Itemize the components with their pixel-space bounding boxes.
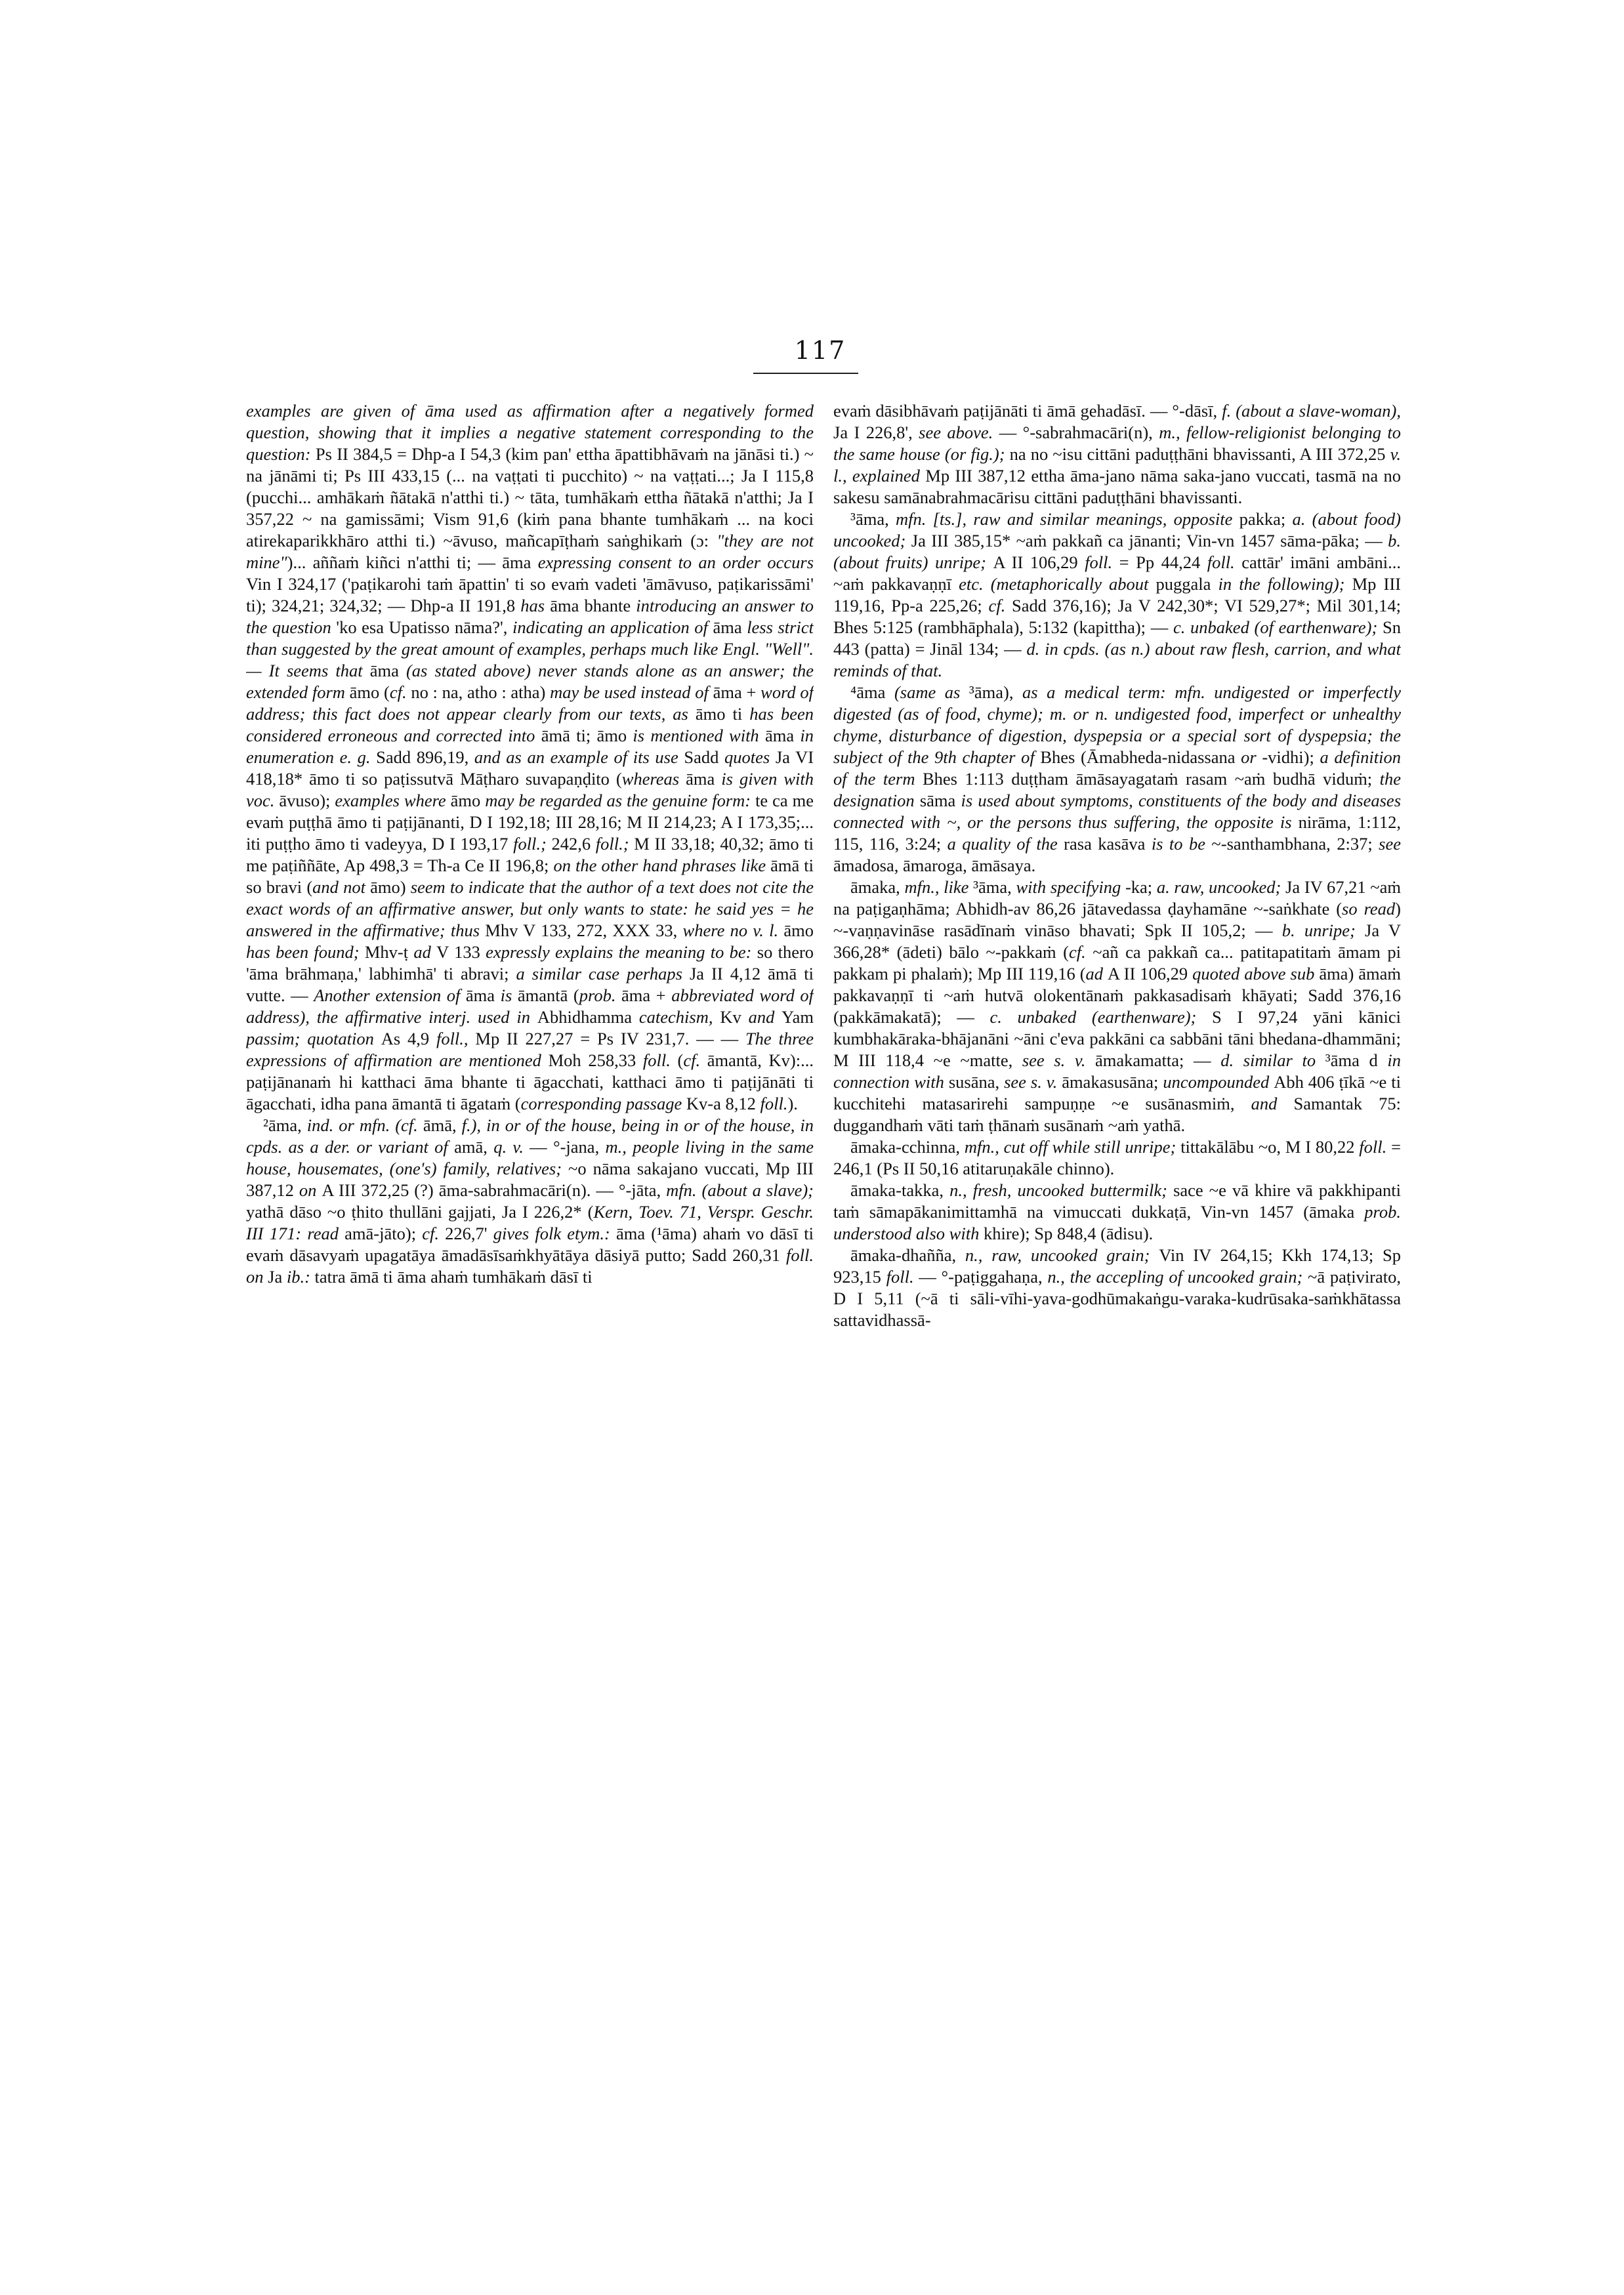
entry-text: ad — [413, 942, 437, 962]
entry-text: mfn. (about a slave); — [666, 1180, 814, 1200]
entry-text: n., raw, uncooked grain; — [965, 1245, 1159, 1265]
entry-text: a. (about food) uncooked; — [833, 509, 1401, 550]
entry-text: na no ~isu cittāni paduṭṭhāni bhavissanti, A III 372,25 — [1009, 444, 1390, 464]
entry-text: Mp III 119,16, Pp-a 225,26; — [833, 574, 1401, 615]
entry-text: Abh 406 ṭīkā ~e ti kucchitehi matasarirehi sampuṇṇe ~e susānasmiṁ, — [833, 1072, 1401, 1113]
entry-text: āmo — [783, 920, 814, 940]
entry-text: etc. (metaphorically about — [959, 574, 1156, 594]
entry-text: Sadd — [684, 747, 725, 767]
entry-text: Ja III 385,15* ~aṁ pakkañ ca jānanti; Vin-vn 1457 sāma-pāka; — — [911, 531, 1388, 550]
entry-text: foll.; — [595, 834, 635, 854]
entry-text: gives folk etym.: — [493, 1224, 616, 1243]
entry-text: Sadd 376,16); Ja V 242,30*; VI 529,27*; Mil 301,14; Bhes 5:125 (rambhāphala), 5:132 (kapittha); — — [833, 596, 1401, 637]
entry-text: c. unbaked (of earthenware); — [1173, 617, 1383, 637]
entry-text: Vin IV 264,15; Kkh 174,13; Sp 923,15 — [833, 1245, 1401, 1287]
entry-text: is to be — [1151, 834, 1212, 854]
entry-text: a similar case perhaps — [516, 964, 690, 983]
entry-text: v. l., explained — [833, 444, 1401, 486]
entry-text: ³āma), — [968, 682, 1023, 702]
entry-text: Sadd 896,19, — [376, 747, 474, 767]
entry-text: A II 106,29 — [1108, 964, 1193, 983]
entry-text: Bhes (Āmabheda-nidassana — [1040, 747, 1241, 767]
entry-text: āmā ti; āmo — [541, 726, 633, 745]
entry-text: Mp III 387,12 ettha āma-jano nāma saka-jano vuccati, tasmā na no sakesu samānabrahmacārisu cittāni paduṭṭhāni bhavissanti. — [833, 466, 1401, 507]
entry-text: pakka; — [1239, 509, 1293, 529]
entry-text: āma (¹āma) ahaṁ vo dāsī ti evaṁ dāsavyaṁ upagatāya āmadāsīsaṁkhyātāya dāsiyā putto; Sadd 260,31 — [246, 1224, 814, 1265]
entry-text: Abhidhamma — [537, 1007, 639, 1027]
dictionary-entry — [833, 508, 1401, 682]
entry-text: ³āma d — [1325, 1050, 1388, 1070]
entry-text: examples are given of āma used as affirmation after a negatively formed question, showing that it implies a negative statement corresponding to the question: — [246, 401, 814, 464]
entry-text: b. (about fruits) unripe; — [833, 531, 1401, 572]
entry-text: foll.; — [513, 834, 552, 854]
entry-text: āma + — [621, 985, 672, 1005]
entry-text: corresponding passage — [520, 1094, 686, 1113]
entry-text: m., people living in the same house, housemates, (one's) family, relatives; — [246, 1137, 814, 1178]
entry-text: indicating an application of — [512, 617, 713, 637]
entry-text: c. unbaked (earthenware); — [989, 1007, 1212, 1027]
entry-text: Ja II 4,12 āmā ti vutte. — — [246, 964, 814, 1005]
entry-text: ib.: — [286, 1267, 315, 1287]
entry-text: and — [748, 1007, 782, 1027]
entry-text: expressly explains the meaning to be: — [486, 942, 757, 962]
entry-text: foll. — [886, 1267, 919, 1287]
left-column — [246, 400, 814, 2257]
entry-text: quoted above sub — [1192, 964, 1320, 983]
entry-text: = Pp 44,24 — [1119, 552, 1207, 572]
entry-text: is — [500, 985, 518, 1005]
entry-text: quotes — [724, 747, 776, 767]
entry-text: rasa kasāva — [1064, 834, 1152, 854]
entry-text: (as stated above) never stands alone as an answer; the extended form — [246, 661, 814, 702]
entry-text: S I 97,24 yāni kānici kumbhakāraka-bhājanāni ~āni c'eva pakkāni ca sabbāni tāni bhedana-dhammāni; M III 118,4 ~e ~matte, — [833, 1007, 1401, 1070]
entry-text: Mp II 227,27 = Ps IV 231,7. — — — [475, 1029, 745, 1048]
dictionary-entry — [246, 400, 814, 1115]
entry-text: āmaka-dhañña, — [850, 1245, 965, 1265]
entry-text: is given with voc. — [246, 769, 814, 810]
entry-text: āmo) — [370, 877, 411, 897]
entry-text: A II 106,29 — [993, 552, 1085, 572]
entry-text: ( — [677, 1050, 684, 1070]
entry-text: abbreviated word of address), the affirmative interj. used in — [246, 985, 814, 1027]
entry-text: mfn., cut off while still unripe; — [964, 1137, 1181, 1157]
entry-text: nirāma, 1:112, 115, 116, 3:24; — [833, 812, 1401, 854]
entry-text: 226,7' — [445, 1224, 493, 1243]
entry-text: Mhv-ṭ — [364, 942, 414, 962]
entry-text: Moh 258,33 — [548, 1050, 643, 1070]
entry-text: whereas — [621, 769, 686, 789]
entry-text: f. (about a slave-woman), — [1222, 401, 1401, 421]
dictionary-entry — [833, 1136, 1401, 1180]
entry-text: foll. on — [246, 1245, 814, 1287]
entry-text: susāna, — [948, 1072, 1005, 1092]
entry-text: āmā, — [423, 1115, 462, 1135]
dictionary-entry — [833, 682, 1401, 877]
entry-text: foll. — [1085, 552, 1119, 572]
entry-text: āmantā ( — [517, 985, 579, 1005]
entry-text: Sn 443 (patta) = Jināl 134; — — [833, 617, 1401, 659]
entry-text: āmā ti so bravi ( — [246, 856, 814, 897]
entry-text: — °-jana, — [530, 1137, 606, 1157]
entry-text: cf. — [683, 1050, 707, 1070]
entry-text: b. unripe; — [1281, 920, 1365, 940]
entry-text: ⁴āma — [850, 682, 894, 702]
entry-text: Vin I 324,17 ('paṭikarohi taṁ āpattin' ti so evaṁ vadeti 'āmāvuso, paṭikarissāmi' ti); 324,21; 324,32; — Dhp-a II 191,8 — [246, 574, 814, 615]
entry-text: and as an example of its use — [474, 747, 684, 767]
entry-text: )... aññaṁ kiñci n'atthi ti; — āma — [287, 552, 538, 572]
entry-text: sāma — [919, 791, 961, 810]
entry-text: foll. — [1359, 1137, 1392, 1157]
entry-text: or — [1241, 747, 1262, 767]
entry-text: ³āma, — [973, 877, 1016, 897]
entry-text: less strict than suggested by the great amount of examples, perhaps much like Engl. "Well". — It seems that — [246, 617, 814, 680]
entry-text: d. similar to — [1220, 1050, 1325, 1070]
entry-text: sace ~e vā khire vā pakkhipanti taṁ sāmapākanimittamhā na vimuccati dukkaṭā, Vin-vn 1457 (āmaka — [833, 1180, 1401, 1222]
entry-text: cattār' imāni ambāni... ~aṁ pakkavaṇṇī — [833, 552, 1401, 594]
entry-text: ad — [1085, 964, 1108, 983]
entry-text: A III 372,25 (?) āma-sabrahmacāri(n). — °-jāta, — [322, 1180, 667, 1200]
entry-text: mfn., like — [904, 877, 974, 897]
entry-text: = 246,1 (Ps II 50,16 atitaruṇakāle chinno). — [833, 1137, 1401, 1178]
entry-text: amā-jāto); — [344, 1224, 423, 1243]
entry-text: with specifying — [1016, 877, 1125, 897]
entry-text: āma — [369, 661, 406, 680]
entry-text: n., fresh, uncooked buttermilk; — [949, 1180, 1174, 1200]
entry-text: puggala — [1156, 574, 1218, 594]
dictionary-entry — [833, 1245, 1401, 1331]
entry-text: see — [1379, 834, 1401, 854]
entry-text: the designation — [833, 769, 1401, 810]
entry-text: f.), in or of the house, being in or of the house, in cpds. as a der. or variant of — [246, 1115, 814, 1157]
entry-text: ) ~-vaṇṇavināse rasādīnaṁ vināso bhavati; Spk II 105,2; — — [833, 899, 1401, 940]
entry-text: āma + — [713, 682, 761, 702]
entry-text: āmaka-cchinna, — [850, 1137, 965, 1157]
entry-text: ~añ ca pakkañ ca... patitapatitaṁ āmam pi pakkam pi phalaṁ); Mp III 119,16 ( — [833, 942, 1401, 983]
entry-text: āmadosa, āmaroga, āmāsaya. — [833, 856, 1036, 875]
entry-text: āma — [764, 726, 801, 745]
entry-text: cf. — [389, 682, 411, 702]
entry-text: expressing consent to an order occurs — [537, 552, 814, 572]
entry-text: tittakālābu ~o, M I 80,22 — [1180, 1137, 1360, 1157]
entry-text: examples where — [335, 791, 451, 810]
entry-text: Kern, Toev. 71, Verspr. Geschr. III 171: read — [246, 1202, 814, 1243]
entry-text: Yam — [781, 1007, 814, 1027]
entry-text: n., the accepling of uncooked grain; — [1047, 1267, 1308, 1287]
entry-text: amā, — [454, 1137, 494, 1157]
entry-text: so read — [1342, 899, 1396, 919]
entry-text: mfn. [ts.], raw and similar meanings, opposite — [895, 509, 1239, 529]
entry-text: m., fellow-religionist belonging to the same house (or fig.); — [833, 423, 1401, 464]
entry-text: āmo ( — [349, 682, 390, 702]
right-column — [833, 400, 1401, 2257]
entry-text: Mhv V 133, 272, XXX 33, — [485, 920, 683, 940]
entry-text: a. raw, uncooked; — [1156, 877, 1286, 897]
entry-text: ~ā paṭivirato, D I 5,11 (~ā ti sāli-vīhi-yava-godhūmakaṅgu-varaka-kudrūsaka-saṁkhātassa sattavidhassā- — [833, 1267, 1401, 1330]
entry-text: may be regarded as the genuine form: — [485, 791, 756, 810]
entry-text: Bhes 1:113 duṭṭham āmāsayagataṁ rasam ~aṁ budhā viduṁ; — [922, 769, 1380, 789]
entry-text: — °-paṭiggahaṇa, — [919, 1267, 1048, 1287]
dictionary-entry — [833, 400, 1401, 508]
entry-text: āmaka, — [850, 877, 905, 897]
entry-text: Ja V 366,28* (ādeti) bālo ~-pakkaṁ ( — [833, 920, 1401, 962]
entry-text: āmantā, Kv):... paṭijānanaṁ hi katthaci āma bhante ti āgacchati, katthaci āmo ti paṭijānāti ti āgacchati, idha pana āmantā ti āgataṁ ( — [246, 1050, 814, 1113]
entry-text: Ja IV 67,21 ~aṁ na paṭigaṇhāma; Abhidh-av 86,26 jātavedassa ḍayhamāne ~-saṅkhate ( — [833, 877, 1401, 919]
entry-text: evaṁ dāsibhāvaṁ paṭijānāti ti āmā gehadāsī. — °-dāsī, — [833, 401, 1222, 421]
entry-text: Kv — [720, 1007, 749, 1027]
entry-text: q. v. — [493, 1137, 530, 1157]
entry-text: āma — [686, 769, 722, 789]
entry-text: cf. — [422, 1224, 446, 1243]
entry-text: āmaka-takka, — [850, 1180, 950, 1200]
entry-text: te ca me evaṁ puṭṭhā āmo ti paṭijānanti, D I 192,18; III 28,16; M II 214,23; A I 173,35;... iti puṭṭho āmo ti vadeyya, D I 193,17 — [246, 791, 814, 854]
entry-text: in enumeration e. g. — [246, 726, 814, 767]
entry-text: word of address; this fact does not appear clearly from our texts, as — [246, 682, 814, 724]
entry-text: in connection with — [833, 1050, 1401, 1092]
entry-text: tatra āmā ti āma ahaṁ tumhākaṁ dāsī ti — [314, 1267, 593, 1287]
entry-text: Ps II 384,5 = Dhp-a I 54,3 (kim pan' ettha āpattibhāvaṁ na jānāsi ti.) ~ na jānāmi ti; Ps III 433,15 (... na vaṭṭati ti pucchito) ~ na vaṭṭati...; Ja I 115,8 (pucchi... amhākaṁ ñātakā n'atthi ti.) ~ tāta, tumhākaṁ ettha ñātakā n'atthi; Ja I 357,22 ~ na gamissāmi; Vism 91,6 (kiṁ pana bhante tumhākaṁ ... na koci atirekaparikkhāro atthi ti.) ~āvuso, mañcapīṭhaṁ saṅghikaṁ (ɔ: — [246, 444, 814, 550]
dictionary-entry — [833, 1180, 1401, 1245]
entry-text: seem to indicate that the author of a text does not cite the exact words of an affirmative answer, but only wants to state: he said yes = he answered in the affirmative; thus — [246, 877, 814, 940]
entry-text: ²āma, — [263, 1115, 307, 1135]
entry-text: khire); Sp 848,4 (ādisu). — [983, 1224, 1154, 1243]
entry-text: As 4,9 — [381, 1029, 436, 1048]
entry-text: M II 33,18; 40,32; āmo ti me paṭiññāte, Ap 498,3 = Th-a Ce II 196,8; — [246, 834, 814, 875]
entry-text: (same as — [894, 682, 969, 702]
entry-text: V 133 — [436, 942, 486, 962]
entry-text: a definition of the term — [833, 747, 1401, 789]
entry-text: 'ko esa Upatisso nāma?', — [336, 617, 512, 637]
entry-text: āma — [713, 617, 747, 637]
entry-text: foll., — [436, 1029, 476, 1048]
entry-text: āmo ti — [695, 704, 750, 724]
page-number: 117 — [794, 336, 846, 365]
entry-text: āmo — [450, 791, 486, 810]
entry-text: Ja VI 418,18* āmo ti so paṭissutvā Māṭharo suvapaṇḍito ( — [246, 747, 814, 789]
entry-text: Samantak 75: duggandhaṁ vāti taṁ ṭhānaṁ susānaṁ ~aṁ yathā. — [833, 1094, 1401, 1135]
entry-text: Another extension of — [314, 985, 466, 1005]
entry-text: foll. — [760, 1094, 788, 1113]
entry-text: āmakamatta; — — [1095, 1050, 1221, 1070]
entry-text: foll. — [642, 1050, 678, 1070]
entry-text: see s. v. — [1004, 1072, 1062, 1092]
entry-text: Ja — [268, 1267, 287, 1287]
entry-text: and — [1251, 1094, 1294, 1113]
entry-text: on — [299, 1180, 322, 1200]
entry-text: see s. v. — [1022, 1050, 1096, 1070]
entry-text: -ka; — [1125, 877, 1157, 897]
entry-text: no : na, atho : atha) — [411, 682, 551, 702]
entry-text: "they are not mine" — [246, 531, 814, 572]
dictionary-entry — [833, 877, 1401, 1136]
entry-text: āma bhante — [550, 596, 636, 615]
entry-text: may be used instead of — [550, 682, 713, 702]
entry-text: yathā dāso ~o ṭhito thullāni gajjati, Ja I 226,2* ( — [246, 1202, 594, 1222]
entry-text: d. in cpds. (as n.) about raw flesh, carrion, and what reminds of that. — [833, 639, 1401, 680]
entry-text: see above. — [919, 423, 999, 442]
entry-text: has been found; — [246, 942, 365, 962]
entry-text: āvuso); — [279, 791, 335, 810]
entry-text: āmakasusāna; — [1062, 1072, 1163, 1092]
entry-text: and not — [312, 877, 371, 897]
entry-text: catechism, — [638, 1007, 720, 1027]
entry-text: ³āma, — [850, 509, 896, 529]
entry-text: Ja I 226,8', — [833, 423, 919, 442]
entry-text: as a medical term: mfn. undigested or imperfectly digested (as of food, chyme); m. or n. undigested food, imperfect or unhealthy chyme, disturbance of digestion, dyspepsia or a special sort of dyspepsia; the subject of the 9th chapter of — [833, 682, 1401, 767]
entry-text: — °-sabrahmacāri(n), — [999, 423, 1159, 442]
entry-text: introducing an answer to the question — [246, 596, 814, 637]
entry-text: uncompounded — [1163, 1072, 1274, 1092]
entry-text: āma) āmaṁ pakkavaṇṇī ti ~aṁ hutvā olokentānaṁ pakkasadisaṁ khāyati; Sadd 376,16 (pakkāmakatā); — — [833, 964, 1401, 1027]
entry-text: is used about symptoms, constituents of the body and diseases connected with ~, or the persons thus suffering, the opposite is — [833, 791, 1401, 832]
entry-text: passim; quotation — [246, 1029, 381, 1048]
entry-text: has been considered erroneous and corrected into — [246, 704, 814, 745]
entry-text: Kv-a 8,12 — [686, 1094, 760, 1113]
entry-text: cf. — [988, 596, 1012, 615]
entry-text: ind. or mfn. (cf. — [306, 1115, 423, 1135]
entry-text: prob. understood also with — [833, 1202, 1401, 1243]
entry-text: foll. — [1207, 552, 1242, 572]
entry-text: cf. — [1068, 942, 1093, 962]
entry-text: āma — [465, 985, 501, 1005]
entry-text: in the following); — [1218, 574, 1352, 594]
entry-text: prob. — [579, 985, 621, 1005]
entry-text: ). — [787, 1094, 798, 1113]
entry-text: 242,6 — [551, 834, 596, 854]
entry-text: has — [520, 596, 551, 615]
entry-text: is mentioned with — [633, 726, 765, 745]
entry-text: -vidhi); — [1262, 747, 1320, 767]
entry-text: on the other hand phrases like — [553, 856, 771, 875]
entry-text: so thero 'āma brāhmaṇa,' labhimhā' ti abravi; — [246, 942, 814, 983]
entry-text: The three expressions of affirmation are mentioned — [246, 1029, 814, 1070]
entry-text: a quality of the — [947, 834, 1064, 854]
entry-text: ~o nāma sakajano vuccati, Mp III 387,12 — [246, 1159, 814, 1200]
entry-text: ~-santhambhana, 2:37; — [1211, 834, 1379, 854]
dictionary-entry — [246, 1115, 814, 1288]
entry-text: where no v. l. — [682, 920, 784, 940]
header-rule — [753, 373, 858, 374]
